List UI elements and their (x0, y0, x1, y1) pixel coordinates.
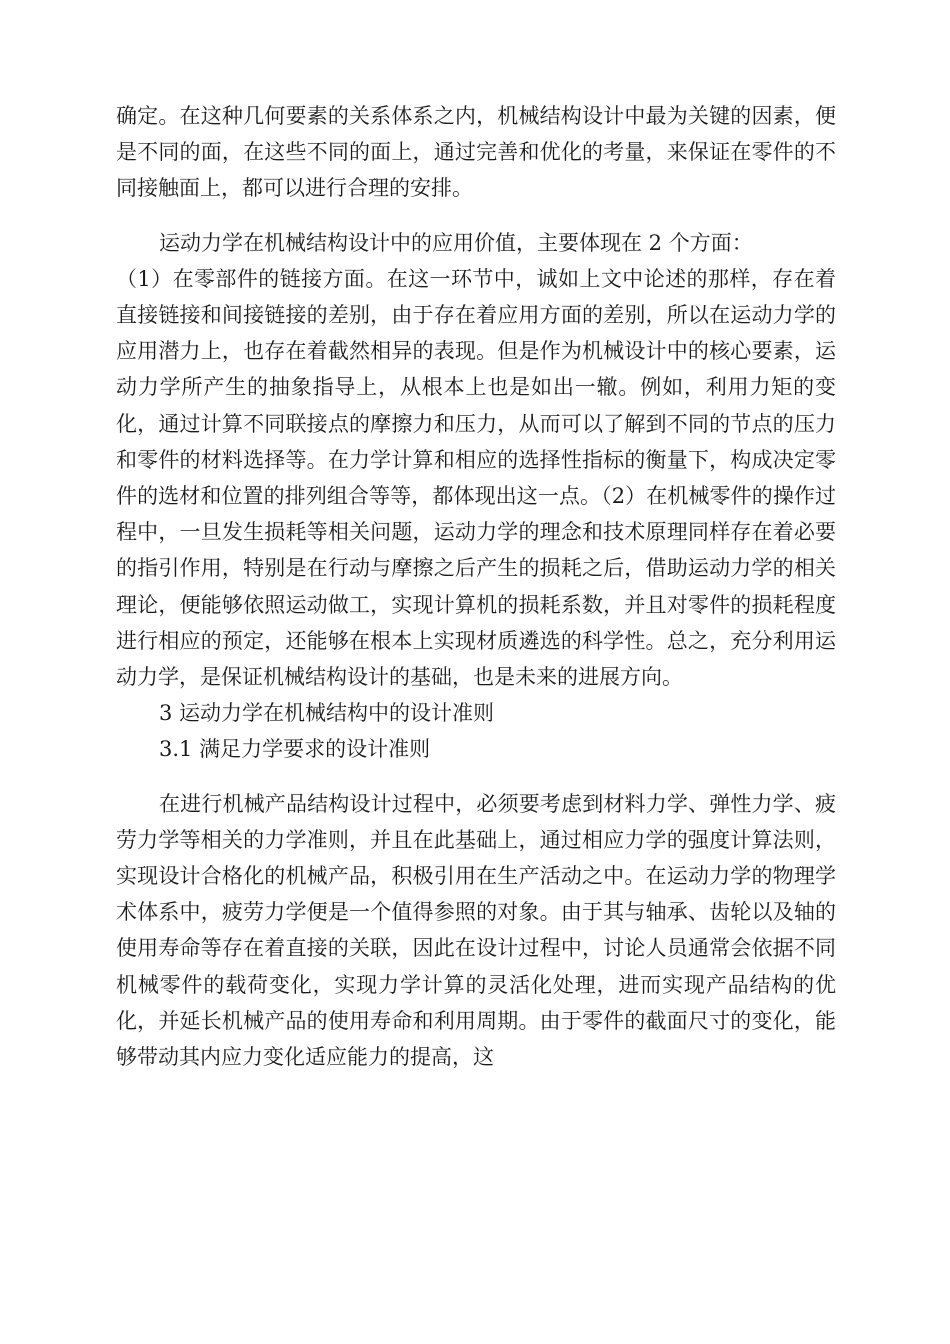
section-heading-3-1: 3.1 满足力学要求的设计准则 (159, 737, 431, 762)
paragraph-mechanics-criteria: 在进行机械产品结构设计过程中，必须要考虑到材料力学、弹性力学、疲劳力学等相关的力学准则，并且在此基础上，通过相应力学的强度计算法则，实现设计合格化的机械产品，积极引用在生产活动之中。在运动力学的物理学术体系中，疲劳力学便是一个值得参照的对象。由于其与轴承、齿轮以及轴的使用寿命等存在着直接的关联，因此在设计过程中，讨论人员通常会依据不同机械零件的载荷变化，实现力学计算的灵活化处理，进而实现产品结构的优化，并延长机械产品的使用寿命和利用周期。由于零件的截面尺寸的变化，能够带动其内应力变化适应能力的提高，这 (116, 791, 836, 1070)
paragraph-application-value-intro: 运动力学在机械结构设计中的应用价值，主要体现在 2 个方面： (159, 230, 753, 255)
paragraph-continuation: 确定。在这种几何要素的关系体系之内，机械结构设计中最为关键的因素，便是不同的面，在这些不同的面上，通过完善和优化的考量，来保证在零件的不同接触面上，都可以进行合理的安排。 (116, 104, 836, 201)
document-page (116, 98, 836, 1075)
paragraph-application-value-body: （1）在零部件的链接方面。在这一环节中，诚如上文中论述的那样，存在着直接链接和间接链接的差别，由于存在着应用方面的差别，所以在运动力学的应用潜力上，也存在着截然相异的表现。但是作为机械设计中的核心要素，运动力学所产生的抽象指导上，从根本上也是如出一辙。例如，利用力矩的变化，通过计算不同联接点的摩擦力和压力，从而可以了解到不同的节点的压力和零件的材料选择等。在力学计算和相应的选择性指标的衡量下，构成决定零件的选材和位置的排列组合等等，都体现出这一点。（2）在机械零件的操作过程中，一旦发生损耗等相关问题，运动力学的理念和技术原理同样存在着必要的指引作用，特别是在行动与摩擦之后产生的损耗之后，借助运动力学的相关理论，便能够依照运动做工，实现计算机的损耗系数，并且对零件的损耗程度进行相应的预定，还能够在根本上实现材质遴选的科学性。总之，充分利用运动力学，是保证机械结构设计的基础，也是未来的进展方向。 (116, 266, 836, 690)
section-heading-3: 3 运动力学在机械结构中的设计准则 (159, 701, 495, 726)
